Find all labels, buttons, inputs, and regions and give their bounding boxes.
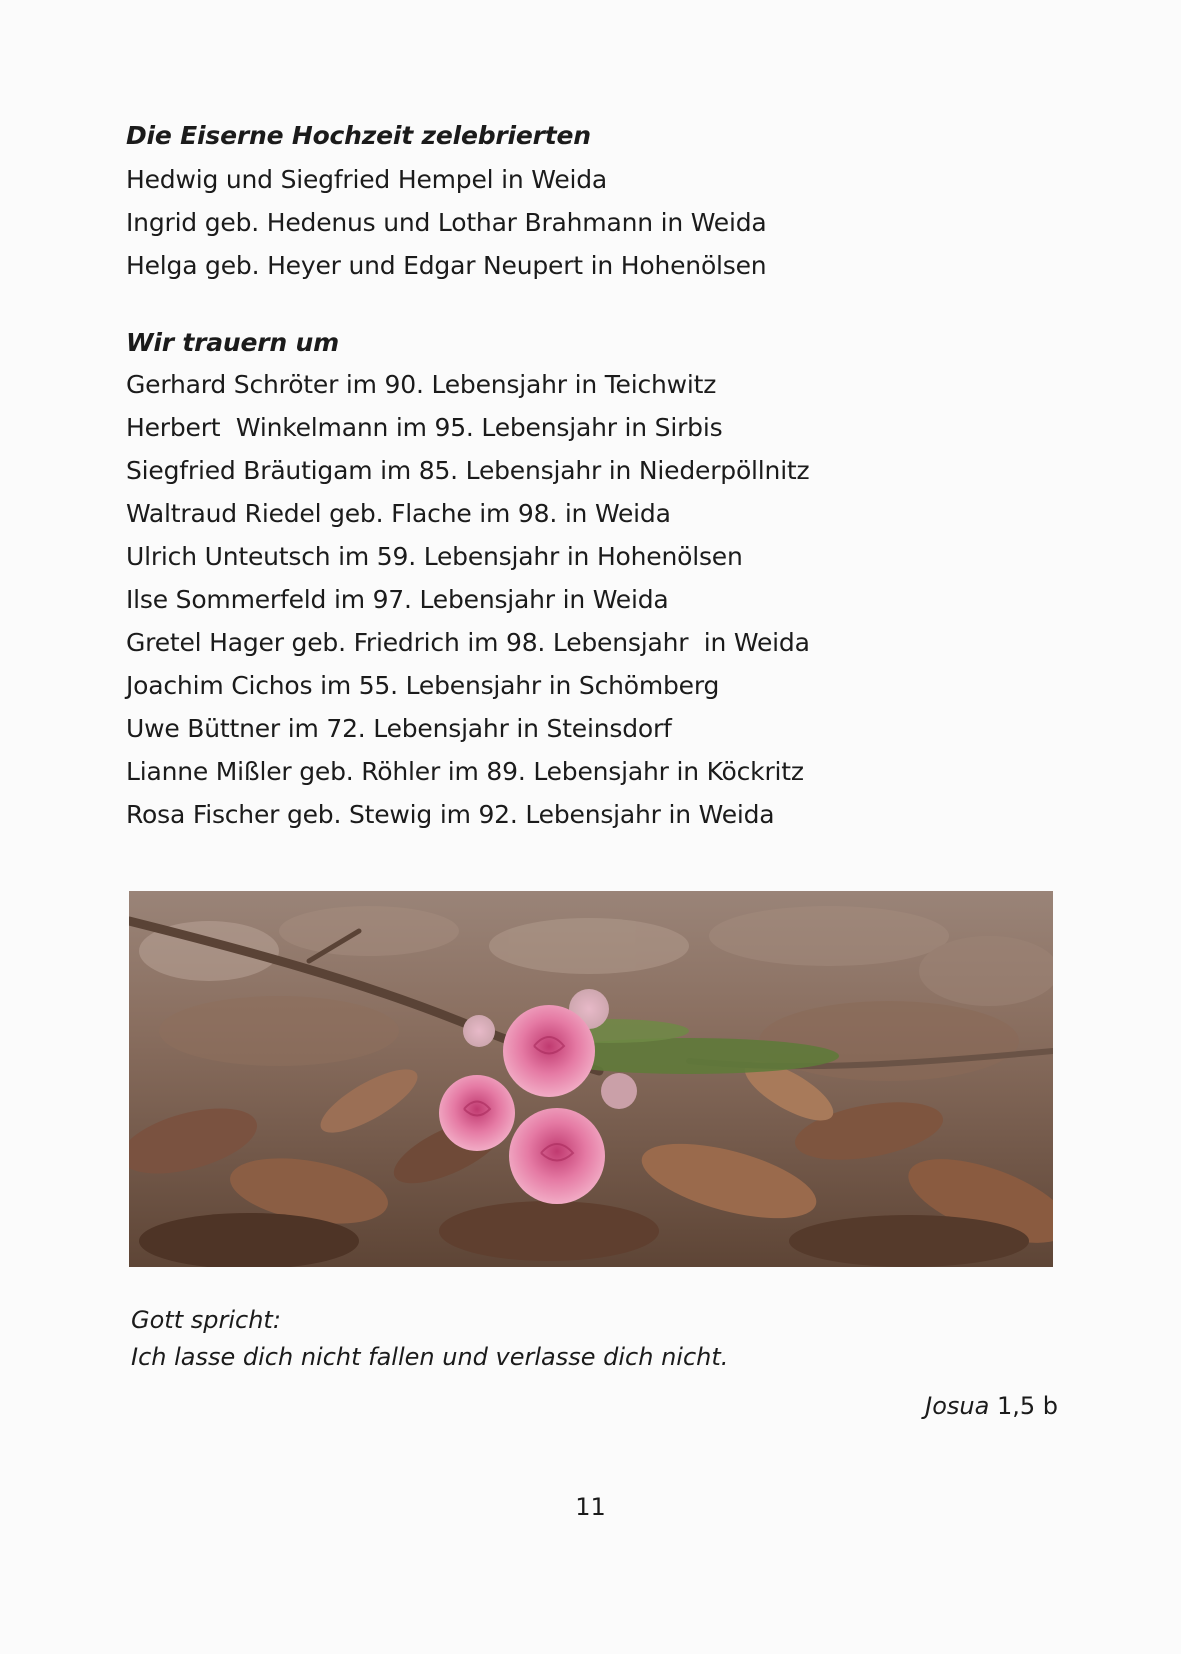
mourning-entry: Siegfried Bräutigam im 85. Lebensjahr in Niederpöllnitz <box>126 456 810 485</box>
mourning-entry: Herbert Winkelmann im 95. Lebensjahr in Sirbis <box>126 413 723 442</box>
quote-intro: Gott spricht: <box>131 1306 281 1334</box>
mourning-entry: Gretel Hager geb. Friedrich im 98. Lebensjahr in Weida <box>126 628 810 657</box>
roses-on-leaves-photo <box>129 891 1053 1267</box>
couple-entry: Ingrid geb. Hedenus und Lothar Brahmann in Weida <box>126 208 767 237</box>
mourning-entry: Ilse Sommerfeld im 97. Lebensjahr in Weida <box>126 585 669 614</box>
iron-wedding-heading: Die Eiserne Hochzeit zelebrierten <box>126 121 591 150</box>
reference-suffix: b <box>1042 1392 1058 1420</box>
couple-entry: Helga geb. Heyer und Edgar Neupert in Hohenölsen <box>126 251 767 280</box>
reference-verse: 1,5 <box>996 1392 1036 1420</box>
bible-reference <box>925 1392 1058 1420</box>
mourning-entry: Gerhard Schröter im 90. Lebensjahr in Teichwitz <box>126 370 717 399</box>
page-number: 11 <box>575 1493 606 1521</box>
mourning-entry: Lianne Mißler geb. Röhler im 89. Lebensjahr in Köckritz <box>126 757 804 786</box>
quote-text: Ich lasse dich nicht fallen und verlasse dich nicht. <box>131 1343 729 1371</box>
mourning-entry: Uwe Büttner im 72. Lebensjahr in Steinsdorf <box>126 714 672 743</box>
mourning-entry: Joachim Cichos im 55. Lebensjahr in Schömberg <box>126 671 720 700</box>
mourning-entry: Ulrich Unteutsch im 59. Lebensjahr in Hohenölsen <box>126 542 743 571</box>
reference-book: Josua <box>925 1392 990 1420</box>
couple-entry: Hedwig und Siegfried Hempel in Weida <box>126 165 608 194</box>
mourning-entry: Rosa Fischer geb. Stewig im 92. Lebensjahr in Weida <box>126 800 775 829</box>
mourning-entry: Waltraud Riedel geb. Flache im 98. in Weida <box>126 499 671 528</box>
mourning-heading: Wir trauern um <box>126 328 339 357</box>
